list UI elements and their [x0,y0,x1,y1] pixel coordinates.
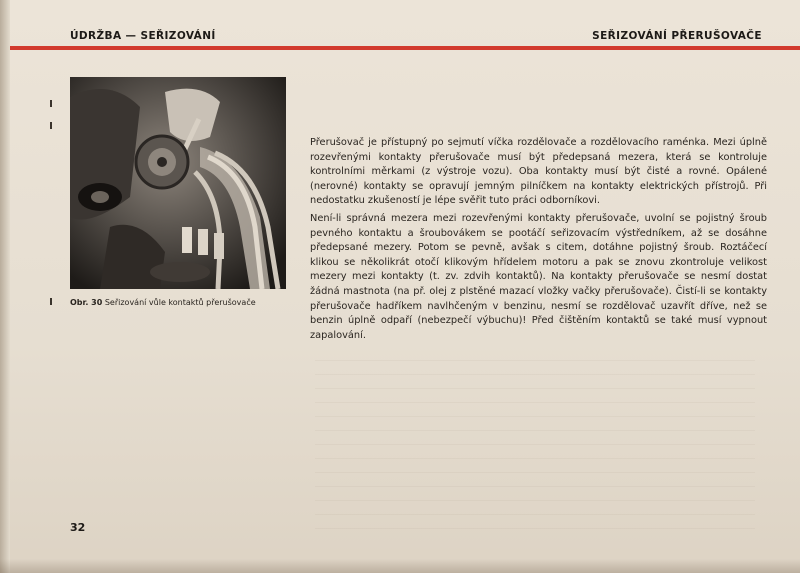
margin-mark [50,100,52,107]
body-text [310,136,767,343]
running-header-left: ÚDRŽBA — SEŘIZOVÁNÍ [70,30,216,42]
page-bottom-shadow [0,559,800,573]
show-through-text [315,360,755,530]
margin-mark [50,122,52,129]
header-red-rule [10,46,800,50]
paragraph: Není-li správná mezera mezi rozevřenými kontakty přerušovače, uvolní se pojistný šroub pevného kontaktu a šroubovákem se pootáčí seřizovacím výstředníkem, až se dosáhne předepsané mezery. Potom se pevně, avšak s citem, dotáhne pojistný šroub. Roztáčecí klikou se několikrát otočí klikovým hřídelem motoru a pak se znovu zkontroluje velikost mezery mezi kontakty (t. zv. zdvih kontaktů). Na kontakty přerušovače se nesmí dostat žádná mastnota (na př. olej z plstěné mazací vložky vačky přerušovače). Čistí-li se kontakty přerušovače hadříkem navlhčeným v benzinu, nesmí se rozdělovač uzavřít dříve, než se benzin úplně odpaří (nebezpečí výbuchu)! Před čištěním kontaktů se také musí vypnout zapalování. [310,212,767,341]
margin-mark [50,298,52,305]
figure-caption [70,298,300,307]
engine-distributor-photo [70,77,286,289]
page-gutter-shadow [0,0,10,573]
running-header-right: SEŘIZOVÁNÍ PŘERUŠOVAČE [592,30,762,42]
page-number: 32 [70,521,86,534]
figure-photo [70,77,286,289]
figure-caption-text: Seřizování vůle kontaktů přerušovače [104,298,256,307]
figure-caption-label: Obr. 30 [70,298,103,307]
paragraph: Přerušovač je přístupný po sejmutí víčka rozdělovače a rozdělovacího raménka. Mezi úplně rozevřenými kontakty přerušovače musí být předepsaná mezera, která se kontroluje kontrolními měrkami (z výstroje vozu). Oba kontakty musí být čisté a rovné. Opálené (nerovné) kontakty se opravují jemným pilníčkem na kontakty elektrických přístrojů. Při nedostatku zkušeností je lépe svěřit tuto práci odborníkovi. [310,137,767,207]
